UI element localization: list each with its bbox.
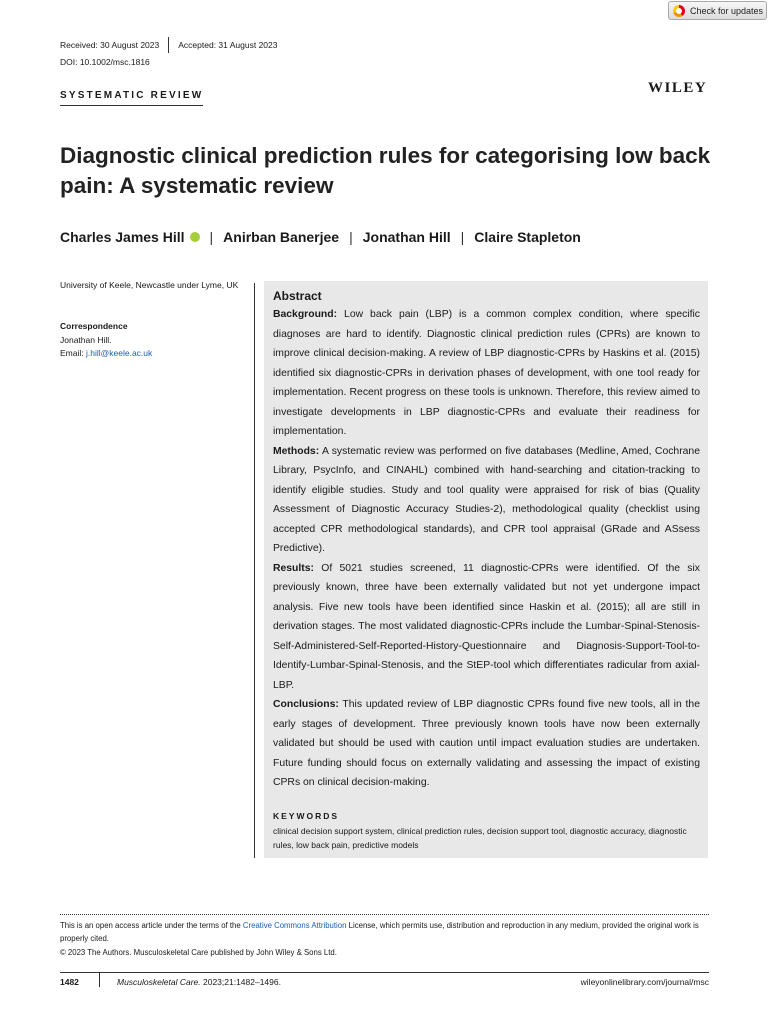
journal-name: Musculoskeletal Care.	[117, 977, 201, 987]
license-link[interactable]: Creative Commons Attribution	[242, 921, 347, 930]
author-separator: |	[460, 229, 465, 245]
abstract-background	[273, 305, 700, 442]
abstract-results	[273, 559, 700, 696]
journal-citation	[117, 977, 281, 987]
column-divider	[254, 283, 255, 858]
correspondence-name: Jonathan Hill.	[60, 335, 112, 345]
conclusions-label: Conclusions:	[273, 699, 339, 710]
methods-text: A systematic review was performed on five databases (Medline, Amed, Cochrane Library, PsycInfo, and CINAHL) combined with hand-searching and citation-tracking to identify eligible studies. Study and tool quality were appraised for risk of bias (Quality Assessment of Diagnostic Accuracy Studies-2), methodological quality (checklist using accepted CPR methodological standards), and CPR tool appraisal (GRade and ASsess Predictive).	[273, 445, 700, 554]
keywords-heading: KEYWORDS	[273, 811, 340, 821]
abstract-methods	[273, 442, 700, 559]
methods-label: Methods:	[273, 445, 320, 457]
email-label: Email:	[60, 348, 86, 358]
author-name[interactable]: Anirban Banerjee	[223, 229, 340, 245]
conclusions-text: This updated review of LBP diagnostic CPRs found five new tools, all in the early stages of development. Three previously known tools have now been externally validated but should be used with caution until impact evaluation studies are undertaken. Future funding should focus on externally validating and assessing the impact of existing CPRs on clinical decision-making.	[273, 699, 700, 788]
page-number: 1482	[60, 977, 79, 987]
author-list	[60, 229, 581, 245]
keywords-list: clinical decision support system, clinical prediction rules, decision support tool, diagnostic accuracy, diagnostic rules, low back pain, predictive models	[273, 826, 687, 850]
affiliation: University of Keele, Newcastle under Lyme, UK	[60, 280, 239, 290]
email-link[interactable]: j.hill@keele.ac.uk	[85, 348, 153, 358]
accepted-date: Accepted: 31 August 2023	[178, 40, 278, 50]
article-dates	[60, 37, 278, 53]
author-separator: |	[349, 229, 353, 245]
author-separator: |	[209, 229, 214, 245]
journal-url[interactable]: wileyonlinelibrary.com/journal/msc	[580, 977, 709, 987]
received-date: Received: 30 August 2023	[60, 40, 160, 50]
background-text: Low back pain (LBP) is a common complex condition, where specific diagnoses are hard to identify. Diagnostic clinical prediction rules (CPRs) are known to improve clinical decision-making. A review of LBP diagnostic-CPRs by Haskins et al. (2015) identified six diagnostic-CPRs in derivation phases of development, with one tool ready for implementation. Recent progress on these tools is unknown. Therefore, this review aimed to investigate developments in LBP diagnostic-CPRs and evaluate their readiness for implementation.	[273, 309, 700, 437]
section-label: SYSTEMATIC REVIEW	[60, 90, 203, 106]
correspondence-heading: Correspondence	[60, 321, 128, 331]
publisher-logo: WILEY	[648, 80, 708, 96]
crossmark-icon	[673, 5, 685, 17]
background-label: Background:	[273, 309, 338, 320]
results-text: Of 5021 studies screened, 11 diagnostic-CPRs were identified. Of the six previously known, three have been externally validated but not yet undergone impact analysis. Five new tools have been identified since Haskin et al. (2015); all are still in derivation stages. The most validated diagnostic-CPRs include the Lumbar-Spinal-Stenosis-Self-Administered-Self-Reported-History-Questionnaire and Diagnosis-Support-Tool-to-Identify-Lumbar-Spinal-Stenosis, and the StEP-tool which differentiates radicular from axial-LBP.	[273, 562, 700, 691]
date-separator	[168, 37, 169, 53]
author-name[interactable]: Jonathan Hill	[362, 229, 451, 245]
check-for-updates-label: Check for updates	[690, 5, 764, 16]
footnote-divider	[60, 914, 709, 915]
abstract-heading: Abstract	[273, 289, 322, 303]
doi: DOI: 10.1002/msc.1816	[60, 57, 150, 67]
copyright: © 2023 The Authors. Musculoskeletal Care published by John Wiley & Sons Ltd.	[60, 948, 337, 957]
correspondence-email	[60, 348, 152, 358]
check-for-updates-button[interactable]	[668, 1, 767, 20]
license-note	[60, 920, 709, 945]
abstract-conclusions	[273, 695, 700, 793]
abstract-body	[273, 305, 700, 793]
author-name[interactable]: Charles James Hill	[60, 229, 185, 245]
footer-separator	[99, 973, 100, 987]
article-title: Diagnostic clinical prediction rules for categorising low back pain: A systematic review	[60, 143, 711, 198]
author-name[interactable]: Claire Stapleton	[474, 229, 581, 245]
license-text-post: License, which permits use, distribution and reproduction in any medium, provided the original work is properly cited.	[60, 921, 699, 943]
results-label: Results:	[273, 562, 314, 574]
footer-divider	[60, 972, 709, 973]
orcid-icon[interactable]	[190, 232, 200, 242]
license-text-pre: This is an open access article under the terms of the	[60, 921, 243, 930]
citation-details: 2023;21:1482–1496.	[200, 977, 281, 987]
